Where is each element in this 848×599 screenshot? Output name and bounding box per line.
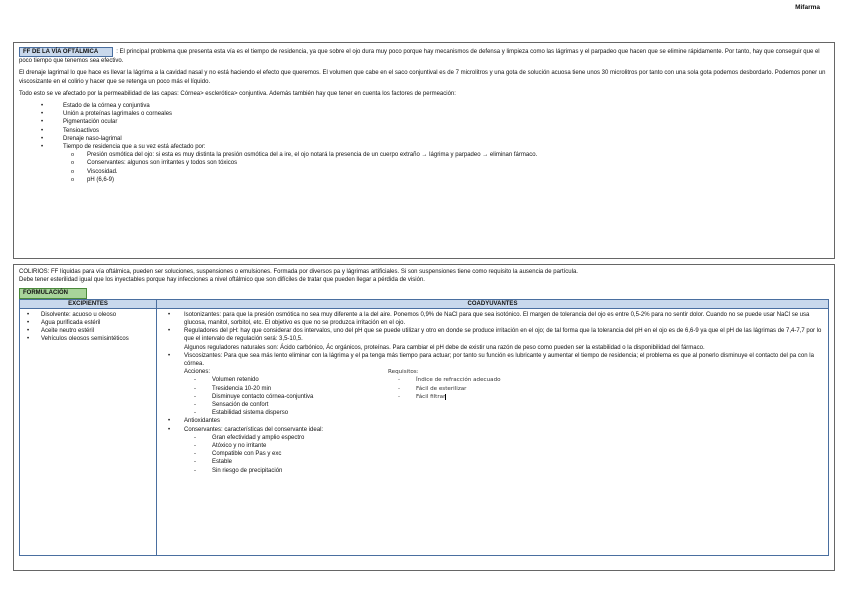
column-header-excipientes: EXCIPIENTES: [20, 299, 157, 308]
column-header-coadyuvantes: COADYUVANTES: [157, 299, 829, 308]
list-item: • Antioxidantes: [168, 417, 825, 425]
intro-paragraph: [19, 47, 829, 65]
list-item: - Fácil de esterilizar: [398, 385, 825, 393]
section-colirios: [13, 264, 835, 571]
factors-list: [19, 102, 829, 184]
viscosizantes-text: • Viscosizantes: Para que sea más lento eliminar con la lágrima y el pa tenga más tiempo para actuar; por tanto su función es lubricante y aumentar el tiempo de residencia; el problema es que al ponerlo disminuye el contacto del pa con la córnea.: [184, 352, 814, 368]
reguladores-text: • Reguladores del pH: hay que considerar dos intervalos, uno del pH que se puede utilizar y otro en donde se produce irritación en el ojo; de tal forma que la tolerancia del pH en el ojo es de 6,6-9 ya que el pH de las lágrimas de 7,4-7,7 por lo que el intervalo de regulación será: 3,5-10,5.: [184, 328, 822, 343]
list-item: o Conservantes: algunos son irritantes y todos son tóxicos: [71, 159, 829, 167]
brand-header: Mifarma: [795, 4, 820, 11]
text-cursor-line[interactable]: Fácil filtrar: [416, 393, 446, 400]
requisitos-title: Requisitos:: [388, 369, 419, 376]
list-item: • Agua purificada estéril: [27, 319, 153, 327]
list-item: • Tensioactivos: [41, 127, 829, 135]
requisitos-block[interactable]: [388, 368, 825, 417]
section-tag: FF DE LA VÍA OFTÁLMICA: [19, 47, 113, 57]
requisitos-list: [388, 376, 825, 401]
list-item: - Volumen retenido: [194, 376, 388, 384]
esterilidad-paragraph: Debe tener esterilidad igual que los inyectables porque hay infecciones a nivel oftálmico que son difíciles de tratar que pueden llegar a pérdida de visión.: [19, 277, 425, 284]
reguladores-extra-text: Algunos reguladores naturales son: Ácido carbónico, Ác orgánicos, proteínas. Para cambiar el pH debe de existir una razón de peso como pueden ser la estabilidad o la disponibilidad del fármaco.: [184, 344, 705, 351]
intro-text: : El principal problema que presenta esta vía es el tiempo de residencia, ya que sobre el ojo dura muy poco porque hay mecanismos de defensa y limpieza como las lágrimas y el parpadeo que hacen que se elimine rápidamente. Por tanto, hay que conseguir que el poco tiempo que tenemos sea efectivo.: [19, 49, 820, 65]
list-item: [398, 393, 825, 401]
list-item: • Vehículos oleosos semisintéticos: [27, 335, 153, 343]
list-item: [168, 352, 825, 418]
list-item-label: Tiempo de residencia que a su vez está afectado por:: [63, 144, 206, 151]
acciones-title: Acciones:: [184, 369, 211, 376]
drenaje-paragraph: El drenaje lagrimal lo que hace es llevar la lágrima a la cavidad nasal y no está haciendo el efecto que queremos. El volumen que cabe en el saco conjuntival es de 7 microlitros y una gota de solución acuosa tiene unos 30 microlitros por tanto con una sola gota podemos desbordarlo. Podemos poner un viscosizante en el colirio y hacer que se retenga un poco más el líquido.: [19, 70, 826, 85]
list-item: - Gran efectividad y amplio espectro: [194, 434, 825, 442]
acciones-requisitos: [184, 368, 825, 417]
subfactors-list: [63, 151, 829, 184]
colirios-paragraph: COLIRIOS: FF líquidas para vía oftálmica, pueden ser soluciones, suspensiones o emulsiones. Formada por diversos pa y lágrimas artificiales. Si son suspensiones tiene como requisito la ausencia de partícula.: [19, 269, 578, 275]
list-item-with-children: [41, 143, 829, 184]
acciones-block: [184, 368, 388, 417]
list-item: - Estabilidad sistema disperso: [194, 409, 388, 417]
list-item: - Compatible con Pas y exc: [194, 450, 825, 458]
conservante-ideal-list: [184, 434, 825, 475]
excipientes-list: [23, 311, 153, 344]
conservantes-text: • Conservantes: características del conservante ideal:: [184, 426, 324, 433]
permeabilidad-paragraph: Todo esto se ve afectado por la permeabilidad de las capas: Córnea> esclerótica> conjuntiva. Además también hay que tener en cuenta los factores de permeación:: [19, 90, 456, 97]
excipientes-cell: [20, 308, 157, 555]
list-item: - Sin riesgo de precipitación: [194, 467, 825, 475]
table-row: [20, 308, 829, 555]
list-item: - Tresidencia 10-20 min: [194, 385, 388, 393]
table-header-row: [20, 299, 829, 308]
list-item: - Sensación de confort: [194, 401, 388, 409]
list-item: - Estable: [194, 458, 825, 466]
acciones-list: [184, 376, 388, 417]
list-item: [168, 426, 825, 475]
list-item: - Atóxico y no irritante: [194, 442, 825, 450]
list-item: • Drenaje naso-lagrimal: [41, 135, 829, 143]
list-item: • Unión a proteínas lagrimales o corneales: [41, 110, 829, 118]
formulacion-table: [19, 299, 829, 556]
list-item: • Pigmentación ocular: [41, 118, 829, 126]
section-via-oftalmica: [13, 42, 835, 259]
list-item: - Disminuye contacto córnea-conjuntiva: [194, 393, 388, 401]
list-item: o Viscosidad.: [71, 168, 829, 176]
list-item: o Presión osmótica del ojo: si esta es muy distinta la presión osmótica del a ire, el ojo notará la presencia de un cuerpo extraño → lágrima y parpadeo → eliminan fármaco.: [71, 151, 829, 159]
list-item: • Estado de la córnea y conjuntiva: [41, 102, 829, 110]
list-item: o pH (6,6-9): [71, 176, 829, 184]
list-item: [168, 327, 825, 352]
formulacion-tag: FORMULACIÓN: [19, 288, 87, 298]
list-item: • Aceite neutro estéril: [27, 327, 153, 335]
list-item: • Disolvente: acuoso u oleoso: [27, 311, 153, 319]
list-item: • Isotonizantes: para que la presión osmótica no sea muy diferente a la del aire. Ponemos 0,9% de NaCl para que sea isotónico. El margen de tolerancia del ojo es entre 0,5-2% para no sentir dolor. Cuando no se puede usar NaCl se usa glucosa, manitol, sorbitol, etc. El objetivo es que no se produzca irritación en el ojo.: [168, 311, 825, 327]
coadyuvantes-list: [160, 311, 825, 475]
list-item: - Índice de refracción adecuado: [398, 376, 825, 384]
coadyuvantes-cell: [157, 308, 829, 555]
